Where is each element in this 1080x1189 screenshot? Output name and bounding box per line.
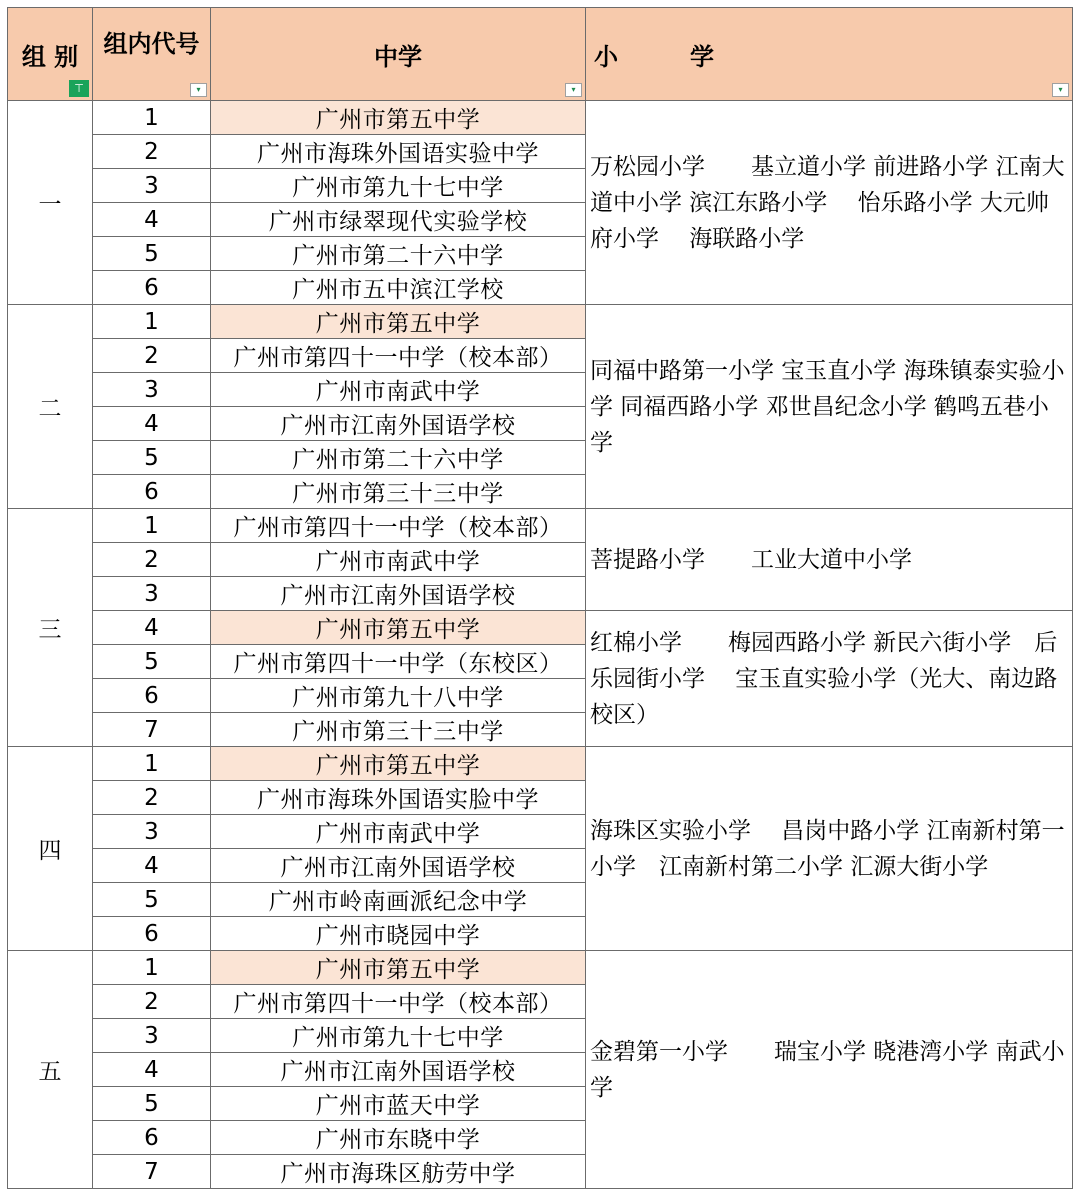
school-code-cell[interactable]: 6 (93, 679, 211, 713)
middle-school-cell[interactable]: 广州市江南外国语学校 (211, 407, 586, 441)
header-group-label: 组 别 (21, 42, 79, 71)
school-code-cell[interactable]: 2 (93, 781, 211, 815)
school-code-cell[interactable]: 7 (93, 1155, 211, 1189)
school-code-cell[interactable]: 5 (93, 1087, 211, 1121)
school-code-cell[interactable]: 3 (93, 169, 211, 203)
school-code-cell[interactable]: 4 (93, 611, 211, 645)
middle-school-cell[interactable]: 广州市第五中学 (211, 611, 586, 645)
school-code-cell[interactable]: 4 (93, 1053, 211, 1087)
school-code-cell[interactable]: 6 (93, 917, 211, 951)
group-name-cell[interactable]: 三 (8, 509, 93, 747)
middle-school-cell[interactable]: 广州市第九十七中学 (211, 169, 586, 203)
school-code-cell[interactable]: 1 (93, 101, 211, 135)
middle-school-cell[interactable]: 广州市第二十六中学 (211, 237, 586, 271)
school-code-cell[interactable]: 3 (93, 373, 211, 407)
filter-dropdown-icon[interactable]: ▾ (565, 83, 582, 97)
middle-school-cell[interactable]: 广州市五中滨江学校 (211, 271, 586, 305)
middle-school-cell[interactable]: 广州市南武中学 (211, 373, 586, 407)
group-name-cell[interactable]: 二 (8, 305, 93, 509)
middle-school-cell[interactable]: 广州市海珠外国语实验中学 (211, 135, 586, 169)
header-middle-label: 中学 (374, 42, 422, 71)
table-row (8, 951, 1073, 985)
middle-school-cell[interactable]: 广州市第四十一中学（校本部） (211, 985, 586, 1019)
primary-schools-cell[interactable]: 菩提路小学 工业大道中小学 (586, 509, 1073, 611)
school-code-cell[interactable]: 5 (93, 645, 211, 679)
middle-school-cell[interactable]: 广州市东晓中学 (211, 1121, 586, 1155)
middle-school-cell[interactable]: 广州市第五中学 (211, 305, 586, 339)
filter-dropdown-icon[interactable]: ▾ (190, 83, 207, 97)
school-code-cell[interactable]: 7 (93, 713, 211, 747)
filter-dropdown-icon[interactable]: ▾ (1052, 83, 1069, 97)
school-code-cell[interactable]: 2 (93, 543, 211, 577)
primary-schools-cell[interactable]: 红棉小学 梅园西路小学 新民六街小学 后乐园街小学 宝玉直实验小学（光大、南边路校区） (586, 611, 1073, 747)
school-code-cell[interactable]: 1 (93, 509, 211, 543)
middle-school-cell[interactable]: 广州市海珠外国语实脸中学 (211, 781, 586, 815)
school-code-cell[interactable]: 6 (93, 271, 211, 305)
group-name-cell[interactable]: 五 (8, 951, 93, 1189)
school-code-cell[interactable]: 4 (93, 849, 211, 883)
middle-school-cell[interactable]: 广州市江南外国语学校 (211, 1053, 586, 1087)
group-name-cell[interactable]: 四 (8, 747, 93, 951)
school-code-cell[interactable]: 4 (93, 203, 211, 237)
filter-active-icon[interactable]: ⊤ (69, 80, 89, 97)
middle-school-cell[interactable]: 广州市第三十三中学 (211, 475, 586, 509)
table-row (8, 101, 1073, 135)
table-row (8, 305, 1073, 339)
header-row (8, 8, 1073, 101)
table-row (8, 509, 1073, 543)
group-name-cell[interactable]: 一 (8, 101, 93, 305)
school-code-cell[interactable]: 1 (93, 305, 211, 339)
school-group-table (7, 7, 1073, 1189)
middle-school-cell[interactable]: 广州市晓园中学 (211, 917, 586, 951)
header-group (8, 8, 93, 101)
school-code-cell[interactable]: 6 (93, 475, 211, 509)
school-code-cell[interactable]: 3 (93, 577, 211, 611)
school-code-cell[interactable]: 1 (93, 951, 211, 985)
middle-school-cell[interactable]: 广州市第五中学 (211, 747, 586, 781)
middle-school-cell[interactable]: 广州市蓝天中学 (211, 1087, 586, 1121)
middle-school-cell[interactable]: 广州市第四十一中学（东校区） (211, 645, 586, 679)
school-code-cell[interactable]: 2 (93, 339, 211, 373)
school-code-cell[interactable]: 3 (93, 815, 211, 849)
school-code-cell[interactable]: 3 (93, 1019, 211, 1053)
school-code-cell[interactable]: 4 (93, 407, 211, 441)
middle-school-cell[interactable]: 广州市南武中学 (211, 815, 586, 849)
middle-school-cell[interactable]: 广州市南武中学 (211, 543, 586, 577)
school-code-cell[interactable]: 5 (93, 441, 211, 475)
primary-schools-cell[interactable]: 万松园小学 基立道小学 前进路小学 江南大道中小学 滨江东路小学 怡乐路小学 大元帅府小学 海联路小学 (586, 101, 1073, 305)
table-body (8, 101, 1073, 1189)
middle-school-cell[interactable]: 广州市第二十六中学 (211, 441, 586, 475)
header-code (93, 8, 211, 101)
middle-school-cell[interactable]: 广州市江南外国语学校 (211, 849, 586, 883)
middle-school-cell[interactable]: 广州市海珠区舫劳中学 (211, 1155, 586, 1189)
table-row (8, 747, 1073, 781)
middle-school-cell[interactable]: 广州市第四十一中学（校本部） (211, 509, 586, 543)
school-code-cell[interactable]: 2 (93, 985, 211, 1019)
table-row (8, 611, 1073, 645)
header-middle (211, 8, 586, 101)
middle-school-cell[interactable]: 广州市第五中学 (211, 101, 586, 135)
header-primary (586, 8, 1073, 101)
school-code-cell[interactable]: 5 (93, 237, 211, 271)
primary-schools-cell[interactable]: 海珠区实验小学 昌岗中路小学 江南新村第一小学 江南新村第二小学 汇源大街小学 (586, 747, 1073, 951)
primary-schools-cell[interactable]: 同福中路第一小学 宝玉直小学 海珠镇泰实验小学 同福西路小学 邓世昌纪念小学 鹤鸣五巷小学 (586, 305, 1073, 509)
middle-school-cell[interactable]: 广州市第九十八中学 (211, 679, 586, 713)
school-code-cell[interactable]: 6 (93, 1121, 211, 1155)
school-code-cell[interactable]: 5 (93, 883, 211, 917)
header-primary-label: 小 学 (594, 42, 714, 71)
middle-school-cell[interactable]: 广州市第四十一中学（校本部） (211, 339, 586, 373)
school-code-cell[interactable]: 2 (93, 135, 211, 169)
middle-school-cell[interactable]: 广州市第九十七中学 (211, 1019, 586, 1053)
middle-school-cell[interactable]: 广州市岭南画派纪念中学 (211, 883, 586, 917)
header-code-label: 组内代号 (103, 29, 200, 58)
middle-school-cell[interactable]: 广州市绿翠现代实验学校 (211, 203, 586, 237)
middle-school-cell[interactable]: 广州市第五中学 (211, 951, 586, 985)
primary-schools-cell[interactable]: 金碧第一小学 瑞宝小学 晓港湾小学 南武小学 (586, 951, 1073, 1189)
school-code-cell[interactable]: 1 (93, 747, 211, 781)
middle-school-cell[interactable]: 广州市第三十三中学 (211, 713, 586, 747)
middle-school-cell[interactable]: 广州市江南外国语学校 (211, 577, 586, 611)
